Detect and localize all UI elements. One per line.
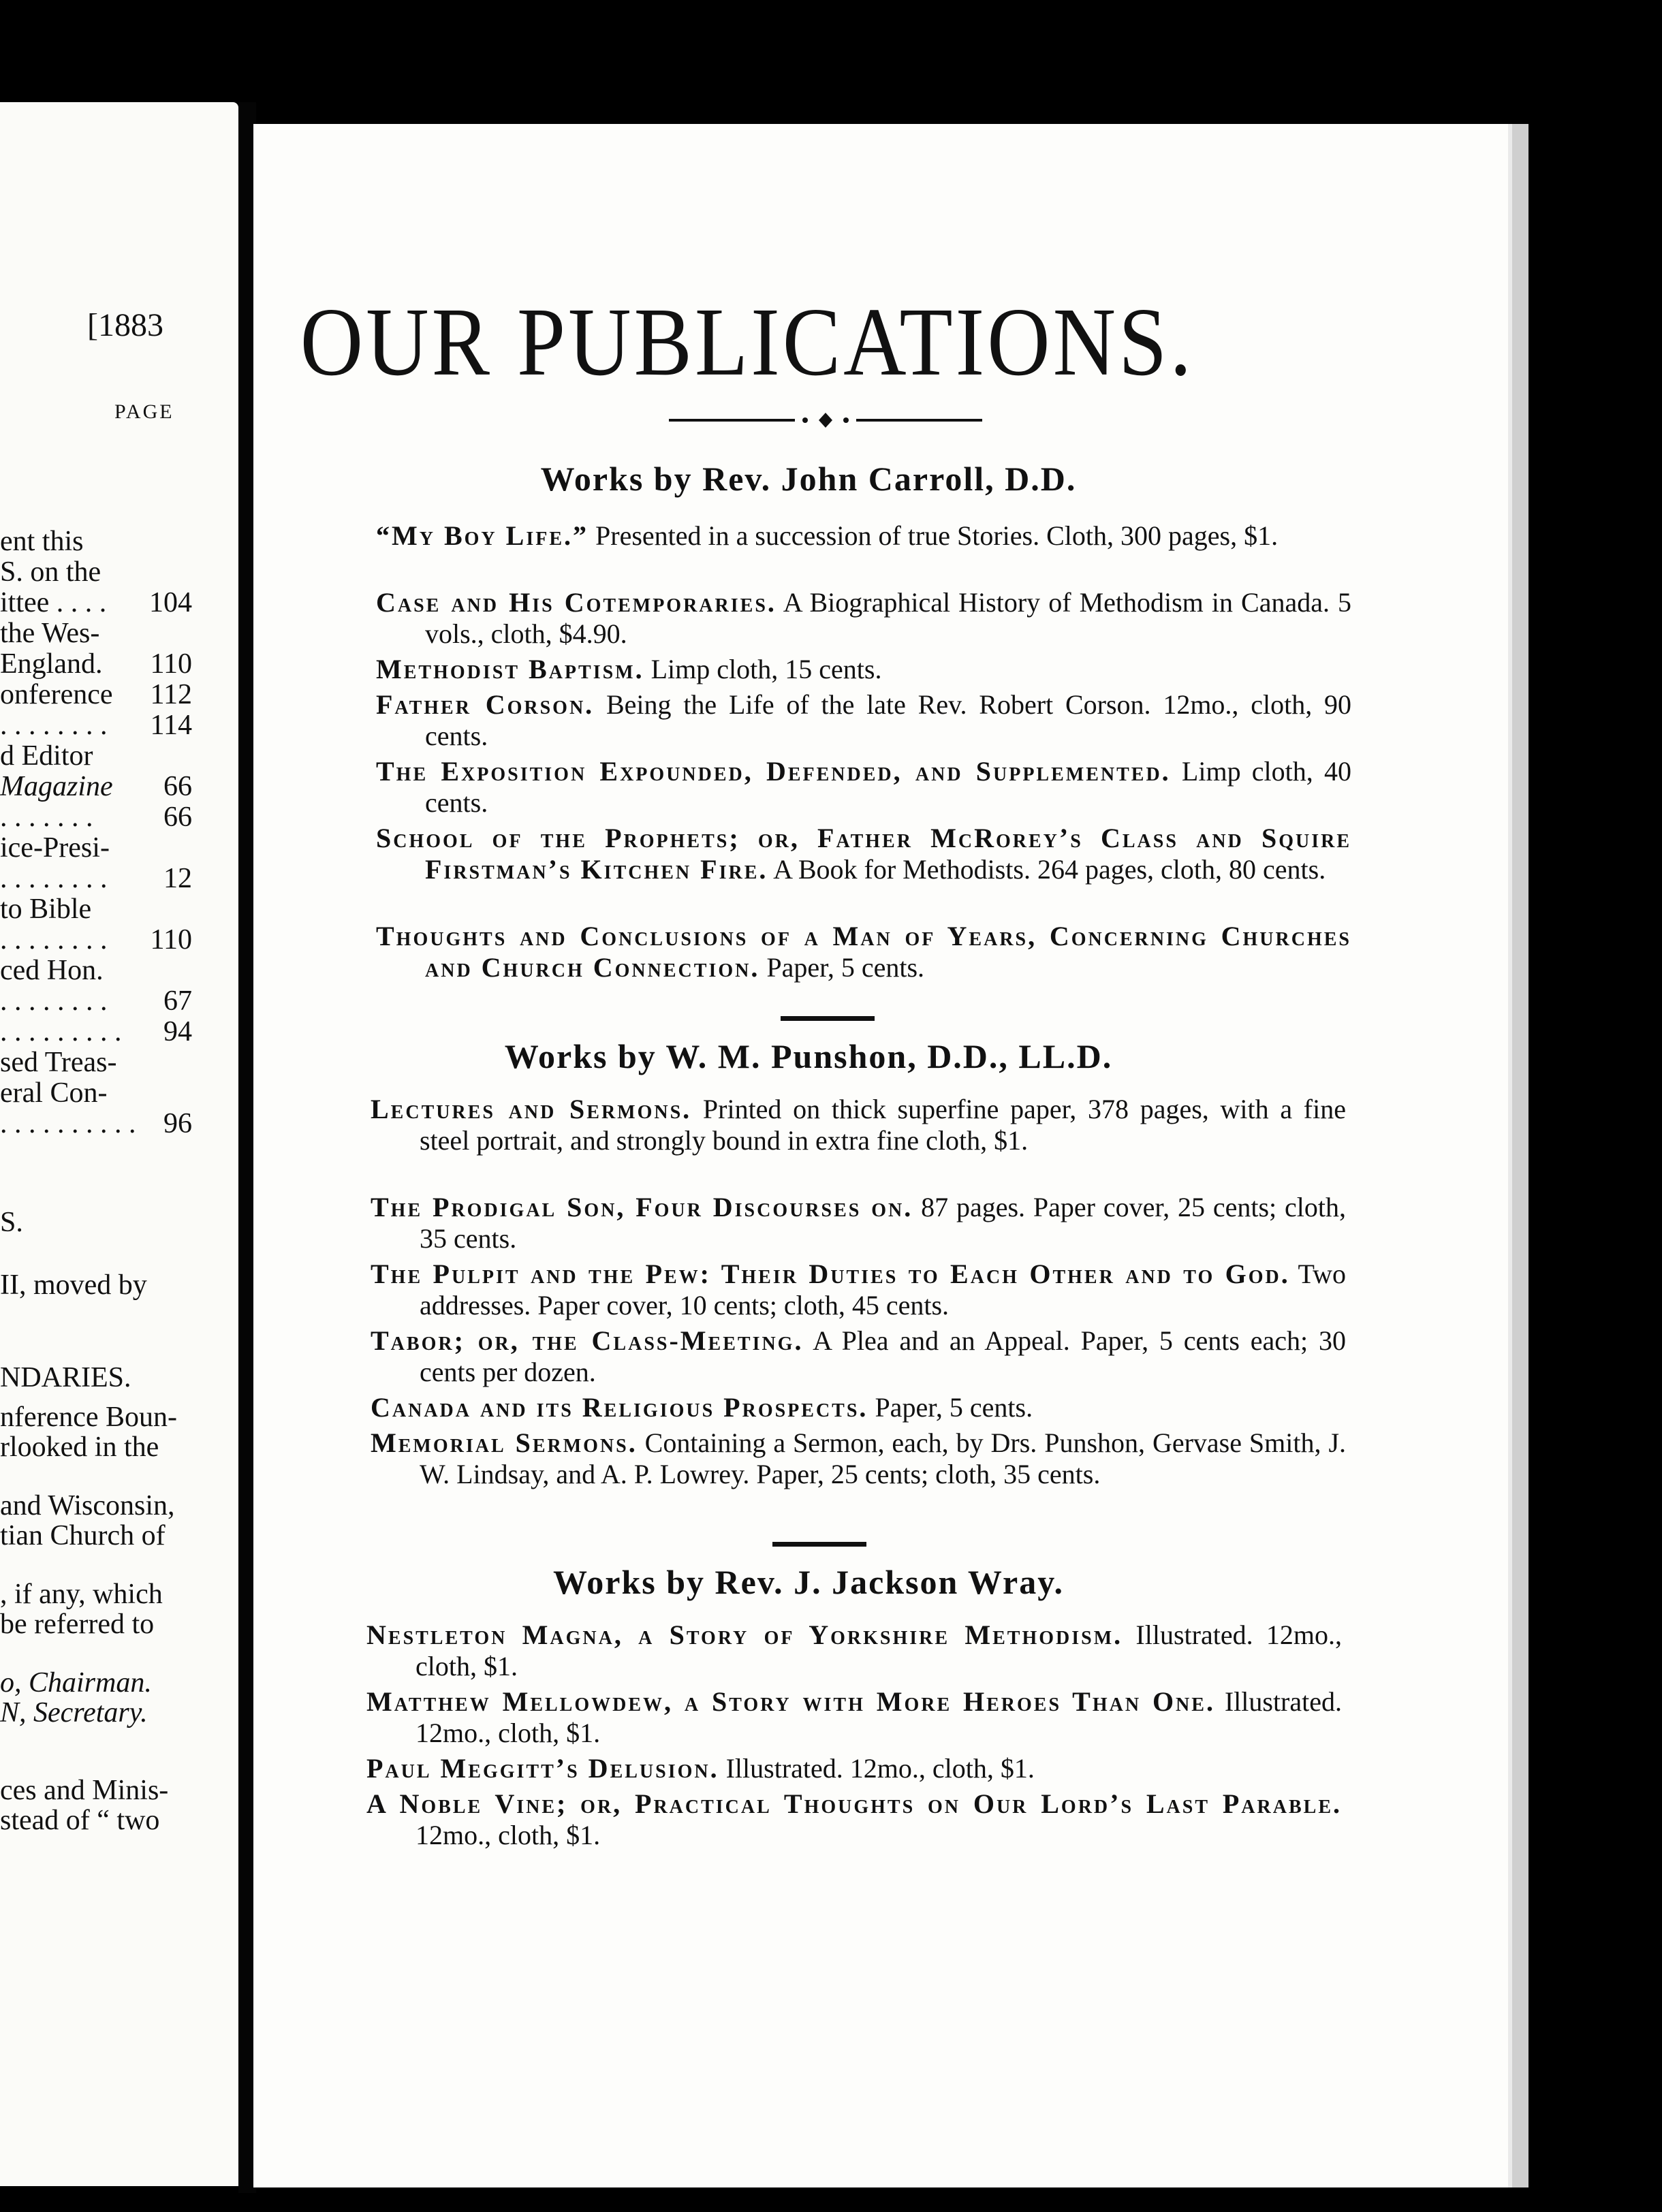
entry-text: Printed on thick superfine paper, 378 pages, with a fine steel portrait, and strongly bound in extra fine cloth, $1. (420, 1094, 1346, 1156)
toc-row-text: ice-Presi- (0, 832, 110, 864)
left-page-text-line: N, Secretary. (0, 1697, 148, 1728)
toc-row-text: . . . . . . . . (0, 863, 108, 894)
entry-tabor (371, 1325, 1346, 1388)
toc-row-page-number: 66 (163, 771, 192, 802)
toc-row-text: . . . . . . . . . . (0, 1108, 136, 1139)
entry-case-cotemporaries (376, 587, 1351, 650)
entry-text: Limp cloth, 40 cents. (425, 756, 1351, 818)
entry-title: Tabor; or, the Class-Meeting. (371, 1325, 804, 1356)
left-page-text-line: nference Boun- (0, 1402, 178, 1433)
toc-row-text: eral Con- (0, 1077, 108, 1109)
toc-row-page-number: 110 (150, 648, 192, 680)
entry-text: A Biographical History of Methodism in Canada. 5 vols., cloth, $4.90. (425, 587, 1352, 649)
section-divider (772, 1542, 866, 1547)
entry-title: Nestleton Magna, a Story of Yorkshire Methodism. (366, 1620, 1123, 1650)
section-heading-punshon: Works by W. M. Punshon, D.D., LL.D. (504, 1037, 1113, 1075)
left-page-text-line: ces and Minis- (0, 1775, 169, 1806)
entry-title: School of the Prophets; or, Father McRorey’s Class and Squire Firstman’s Kitchen Fire. (376, 823, 1351, 885)
left-page-text-line: tian Church of (0, 1520, 166, 1551)
toc-row-page-number: 96 (163, 1108, 192, 1139)
toc-row-page-number: 12 (163, 863, 192, 894)
entry-text: 87 pages. Paper cover, 25 cents; cloth, 35 cents. (420, 1192, 1346, 1254)
entry-text: Presented in a succession of true Stories. Cloth, 300 pages, $1. (589, 520, 1279, 551)
toc-row-text: the Wes- (0, 618, 100, 649)
entry-text: Two addresses. Paper cover, 10 cents; cloth, 45 cents. (420, 1259, 1346, 1321)
left-page-text-line: , if any, which (0, 1579, 163, 1610)
entry-title: Thoughts and Conclusions of a Man of Years, Concerning Churches and Church Connection. (376, 921, 1351, 983)
entry-title: A Noble Vine; or, Practical Thoughts on Our Lord’s Last Parable. (366, 1788, 1342, 1819)
title-ornament (669, 410, 982, 430)
entry-text: Paper, 5 cents. (868, 1392, 1033, 1423)
entry-thoughts-conclusions (376, 921, 1351, 983)
toc-row-text: d Editor (0, 740, 93, 772)
left-page-text-line: rlooked in the (0, 1432, 159, 1463)
entry-title: Methodist Baptism. (376, 654, 644, 684)
section-divider (781, 1016, 875, 1021)
page-title: OUR PUBLICATIONS. (300, 287, 1195, 396)
entry-text: A Book for Methodists. 264 pages, cloth, 80 cents. (768, 854, 1326, 885)
entry-text: Paper, 5 cents. (759, 952, 925, 983)
entry-title: Canada and its Religious Prospects. (371, 1392, 868, 1423)
entry-title: The Exposition Expounded, Defended, and Supplemented. (376, 756, 1171, 787)
entry-exposition-expounded (376, 756, 1351, 819)
toc-row-text: ittee . . . . (0, 587, 107, 618)
entry-lectures-sermons (371, 1094, 1346, 1156)
toc-row-text: to Bible (0, 894, 92, 925)
toc-row-page-number: 112 (150, 679, 192, 710)
entry-text: A Plea and an Appeal. Paper, 5 cents each; 30 cents per dozen. (420, 1325, 1347, 1387)
toc-row-text: . . . . . . . . (0, 985, 108, 1017)
toc-row-page-number: 110 (150, 924, 192, 955)
entry-text: Limp cloth, 15 cents. (644, 654, 882, 684)
section-heading-carroll: Works by Rev. John Carroll, D.D. (540, 460, 1077, 498)
entry-title: The Pulpit and the Pew: Their Duties to Each Other and to God. (371, 1259, 1290, 1289)
left-page-text-line: NDARIES. (0, 1362, 131, 1393)
entry-title: Memorial Sermons. (371, 1427, 638, 1458)
left-page-text-line: o, Chairman. (0, 1667, 152, 1698)
entry-text: Illustrated. 12mo., cloth, $1. (416, 1686, 1343, 1748)
toc-row-page-number: 67 (163, 985, 192, 1017)
entry-matthew-mellowdew (366, 1686, 1342, 1749)
left-page-text-line: S. (0, 1207, 23, 1238)
toc-row-text: ent this (0, 526, 84, 557)
entry-father-corson (376, 689, 1351, 752)
entry-title: Matthew Mellowdew, a Story with More Heroes Than One. (366, 1686, 1215, 1717)
entry-title: “My Boy Life.” (376, 520, 589, 551)
left-page-year: [1883 (87, 307, 163, 343)
toc-row-text: S. on the (0, 556, 101, 588)
entry-pulpit-and-pew (371, 1259, 1346, 1321)
toc-row-text: . . . . . . . . (0, 924, 108, 955)
previous-page (0, 102, 238, 2186)
toc-row-text: sed Treas- (0, 1047, 117, 1078)
entry-text: 12mo., cloth, $1. (416, 1820, 601, 1850)
left-page-text-line: be referred to (0, 1609, 155, 1640)
entry-nestleton-magna (366, 1620, 1342, 1682)
entry-my-boy-life (376, 520, 1351, 552)
entry-canada-religious (371, 1392, 1346, 1423)
toc-row-page-number: 104 (149, 587, 192, 618)
toc-row-text: Magazine (0, 771, 113, 802)
toc-row-text: England. (0, 648, 103, 680)
entry-title: Case and His Cotemporaries. (376, 587, 777, 618)
entry-title: The Prodigal Son, Four Discourses on. (371, 1192, 913, 1222)
entry-memorial-sermons (371, 1427, 1346, 1490)
entry-text: Being the Life of the late Rev. Robert Corson. 12mo., cloth, 90 cents. (425, 689, 1351, 751)
left-page-text-line: and Wisconsin, (0, 1490, 175, 1521)
toc-row-text: ced Hon. (0, 955, 104, 986)
entry-title: Lectures and Sermons. (371, 1094, 692, 1124)
entry-text: Containing a Sermon, each, by Drs. Punshon, Gervase Smith, J. W. Lindsay, and A. P. Lowrey. Paper, 25 cents; cloth, 35 cents. (420, 1427, 1347, 1489)
entry-text: Illustrated. 12mo., cloth, $1. (719, 1753, 1035, 1784)
toc-row-text: . . . . . . . . . (0, 1016, 122, 1047)
toc-row-text: . . . . . . . (0, 802, 93, 833)
entry-text: Illustrated. 12mo., cloth, $1. (416, 1620, 1343, 1681)
entry-title: Father Corson. (376, 689, 595, 720)
section-heading-wray: Works by Rev. J. Jackson Wray. (553, 1563, 1064, 1601)
entry-methodist-baptism (376, 654, 1351, 685)
entry-noble-vine (366, 1788, 1342, 1851)
toc-row-page-number: 66 (163, 802, 192, 833)
left-page-text-line: II, moved by (0, 1269, 147, 1301)
entry-title: Paul Meggitt’s Delusion. (366, 1753, 719, 1784)
left-page-text-line: stead of “ two (0, 1805, 160, 1836)
entry-prodigal-son (371, 1192, 1346, 1254)
left-page-column-header: PAGE (114, 400, 174, 423)
entry-school-of-prophets (376, 823, 1351, 885)
toc-row-page-number: 114 (150, 710, 192, 741)
entry-paul-meggitt (366, 1753, 1342, 1784)
toc-row-text: . . . . . . . . (0, 710, 108, 741)
publications-page (253, 124, 1528, 2187)
toc-row-text: onference (0, 679, 113, 710)
toc-row-page-number: 94 (163, 1016, 192, 1047)
